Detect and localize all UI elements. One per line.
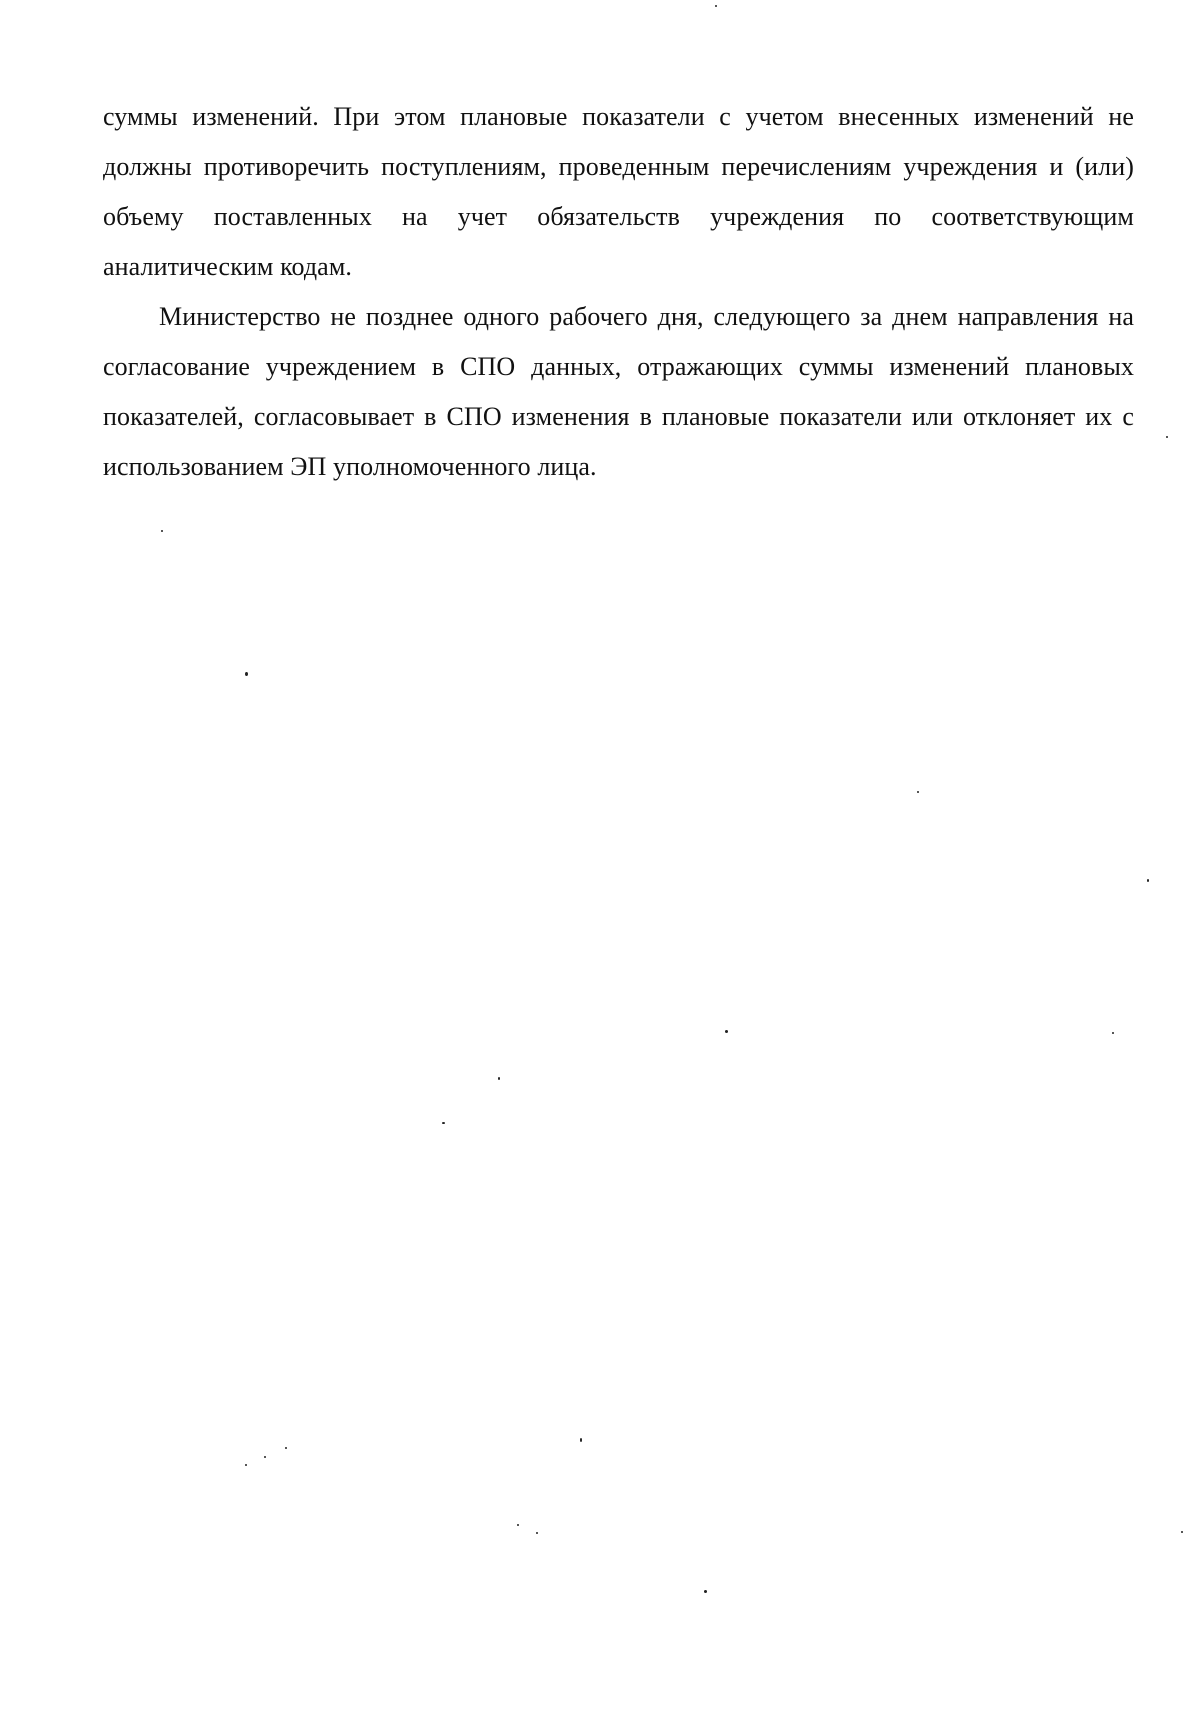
scan-speck bbox=[264, 1456, 266, 1458]
scan-speck bbox=[704, 1590, 707, 1593]
scan-speck bbox=[1166, 436, 1168, 438]
scan-speck bbox=[245, 1464, 247, 1466]
scan-speck bbox=[1181, 1531, 1183, 1533]
scan-speck bbox=[442, 1122, 445, 1124]
scan-speck bbox=[715, 5, 717, 7]
scan-speck bbox=[917, 791, 919, 793]
scan-speck bbox=[536, 1532, 538, 1534]
scan-speck bbox=[517, 1524, 519, 1526]
scan-speck bbox=[725, 1030, 728, 1033]
scan-speck bbox=[580, 1438, 582, 1442]
scan-speck bbox=[1112, 1032, 1114, 1034]
scan-speck bbox=[245, 672, 248, 676]
scan-speck bbox=[285, 1447, 287, 1449]
scan-speck bbox=[1147, 879, 1149, 882]
paragraph-ministry-approval: Министерство не позднее одного рабочего дня, следующего за днем направления на согласование учреждением в СПО данных, отражающих суммы изменений плановых показателей, согласовывает в СПО изменения в плановые показатели или отклоняет их с использованием ЭП уполномоченного лица. bbox=[103, 302, 1134, 481]
scan-speck bbox=[498, 1077, 500, 1080]
paragraph-continuation: суммы изменений. При этом плановые показатели с учетом внесенных изменений не должны противоречить поступлениям, проведенным перечислениям учреждения и (или) объему поставленных на учет обязательств учреждения по соответствующим аналитическим кодам. bbox=[103, 102, 1134, 281]
document-body bbox=[103, 92, 1134, 492]
scan-speck bbox=[161, 530, 163, 532]
